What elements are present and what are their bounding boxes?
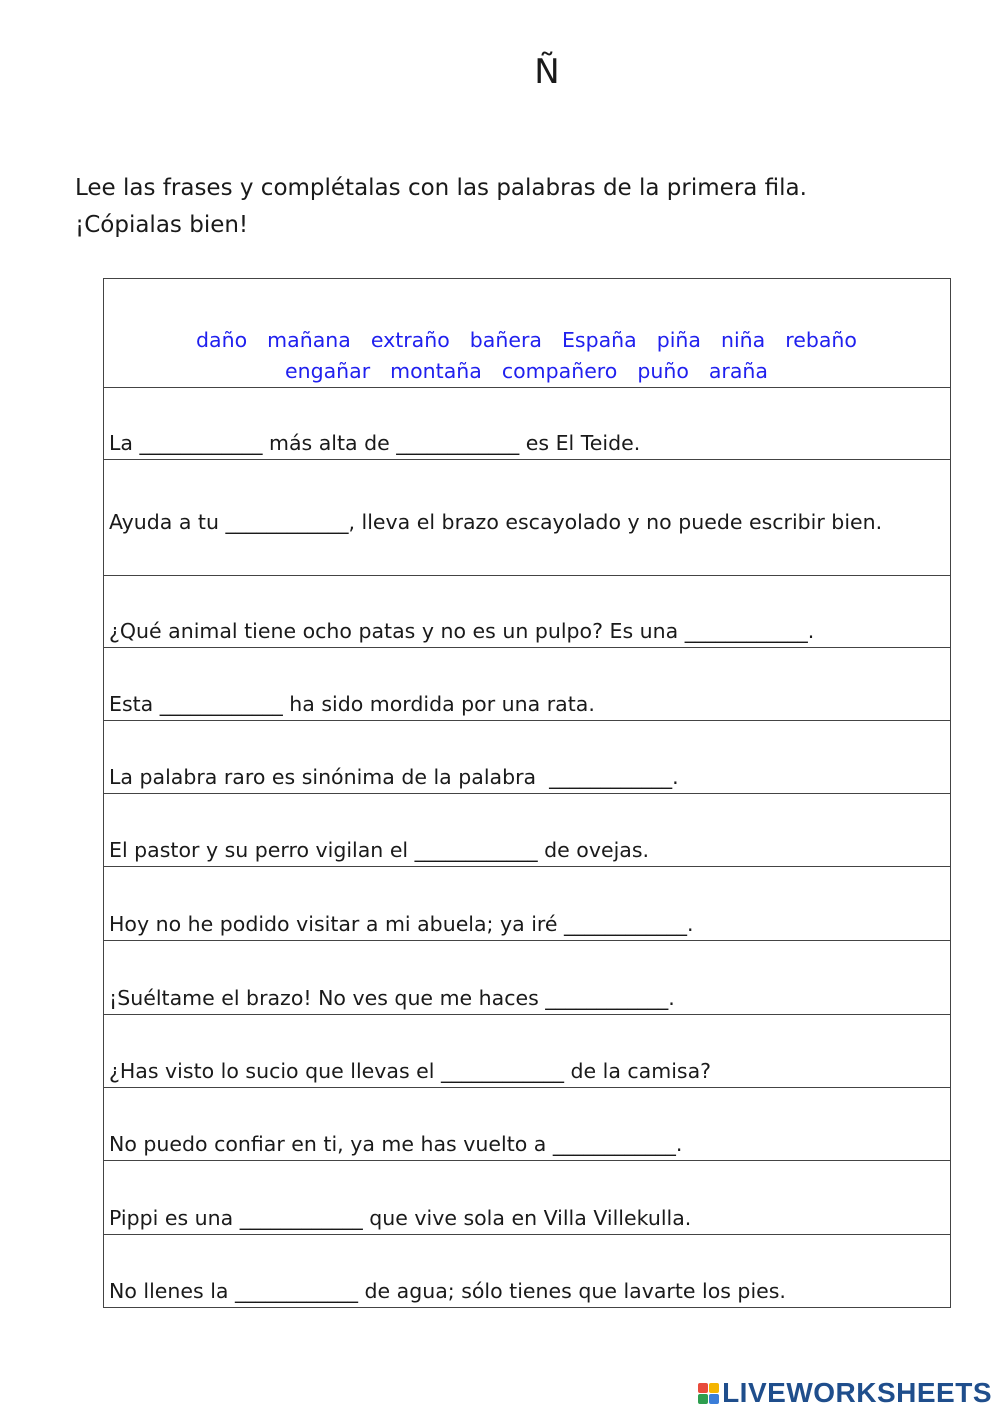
word-bank-line-1 [109,325,944,356]
word-bank-item: compañero [501,359,618,383]
sentence-8 [104,941,951,1015]
sentence-text: No puedo confiar en ti, ya me has vuelto a [109,1132,553,1156]
sentence-text: El pastor y su perro vigilan el [109,838,415,862]
sentence-text: . [668,986,675,1010]
sentence-text: de la camisa? [563,1059,712,1083]
sentence-row [104,576,951,648]
sentence-row [104,794,951,867]
answer-blank[interactable]: ____________ [552,1132,676,1156]
word-bank [104,279,951,388]
sentence-row [104,1235,951,1308]
sentence-row [104,648,951,721]
sentence-10 [104,1088,951,1161]
logo-mark-square [709,1394,719,1404]
sentence-text: La [109,431,140,455]
logo-mark-square [698,1383,708,1393]
word-bank-item: engañar [285,359,371,383]
word-bank-row [104,279,951,388]
sentence-12 [104,1235,951,1308]
word-bank-item: montaña [390,359,482,383]
answer-blank[interactable]: ____________ [684,619,808,643]
answer-blank[interactable]: ____________ [239,1206,363,1230]
answer-blank[interactable]: ____________ [234,1279,358,1303]
word-bank-item: extraño [370,328,450,352]
word-bank-line-2 [109,356,944,387]
sentence-text: Hoy no he podido visitar a mi abuela; ya iré [109,912,564,936]
word-bank-item: daño [196,328,248,352]
sentence-row [104,1088,951,1161]
sentence-row [104,721,951,794]
answer-blank[interactable]: ____________ [549,765,673,789]
sentence-text: Esta [109,692,160,716]
word-bank-item: bañera [469,328,542,352]
sentence-2 [104,460,951,576]
sentence-text: que vive sola en Villa Villekulla. [362,1206,692,1230]
answer-blank[interactable]: ____________ [414,838,538,862]
sentence-text: , lleva el brazo escayolado y no puede escribir bien. [348,510,883,534]
liveworksheets-logo-icon [698,1383,719,1404]
logo-mark-square [709,1383,719,1393]
sentence-text: de agua; sólo tienes que lavarte los pies. [357,1279,786,1303]
sentence-4 [104,648,951,721]
sentence-row [104,1161,951,1235]
answer-blank[interactable]: ____________ [396,431,520,455]
word-bank-item: piña [656,328,701,352]
page-title: Ñ [534,52,560,92]
sentence-text: más alta de [262,431,397,455]
logo-text: LIVEWORKSHEETS [722,1377,992,1408]
sentence-text: . [675,1132,683,1156]
sentence-text: ¿Has visto lo sucio que llevas el [109,1059,441,1083]
sentence-3 [104,576,951,648]
exercise-table [103,278,951,1308]
sentence-row [104,1015,951,1088]
sentence-text: No llenes la [109,1279,235,1303]
liveworksheets-logo[interactable] [698,1377,992,1409]
sentence-text: ha sido mordida por una rata. [282,692,595,716]
answer-blank[interactable]: ____________ [545,986,669,1010]
sentence-5 [104,721,951,794]
instructions [75,170,935,244]
sentence-1 [104,388,951,460]
sentence-text: ¡Suéltame el brazo! No ves que me haces [109,986,546,1010]
sentence-text: Ayuda a tu [109,510,226,534]
sentence-6 [104,794,951,867]
sentence-row [104,941,951,1015]
sentence-row [104,867,951,941]
sentence-text: . [807,619,815,643]
instructions-line-1: Lee las frases y complétalas con las palabras de la primera fila. [75,175,807,201]
answer-blank[interactable]: ____________ [159,692,283,716]
sentence-text: de ovejas. [537,838,650,862]
instructions-line-2: ¡Cópialas bien! [75,212,249,238]
sentence-text: es El Teide. [519,431,641,455]
word-bank-item: araña [708,359,768,383]
word-bank-item: España [561,328,637,352]
sentence-text: . [672,765,679,789]
sentence-7 [104,867,951,941]
sentence-row [104,460,951,576]
sentence-9 [104,1015,951,1088]
answer-blank[interactable]: ____________ [225,510,349,534]
word-bank-item: niña [720,328,766,352]
word-bank-item: rebaño [785,328,857,352]
sentence-text: ¿Qué animal tiene ocho patas y no es un pulpo? Es una [109,619,685,643]
answer-blank[interactable]: ____________ [564,912,687,936]
sentence-text: La palabra raro es sinónima de la palabra [109,765,550,789]
answer-blank[interactable]: ____________ [139,431,263,455]
sentence-text: Pippi es una [109,1206,240,1230]
word-bank-item: puño [637,359,689,383]
logo-mark-square [698,1394,708,1404]
sentence-row [104,388,951,460]
answer-blank[interactable]: ____________ [440,1059,564,1083]
word-bank-item: mañana [267,328,351,352]
sentence-text: . [687,912,694,936]
sentence-11 [104,1161,951,1235]
